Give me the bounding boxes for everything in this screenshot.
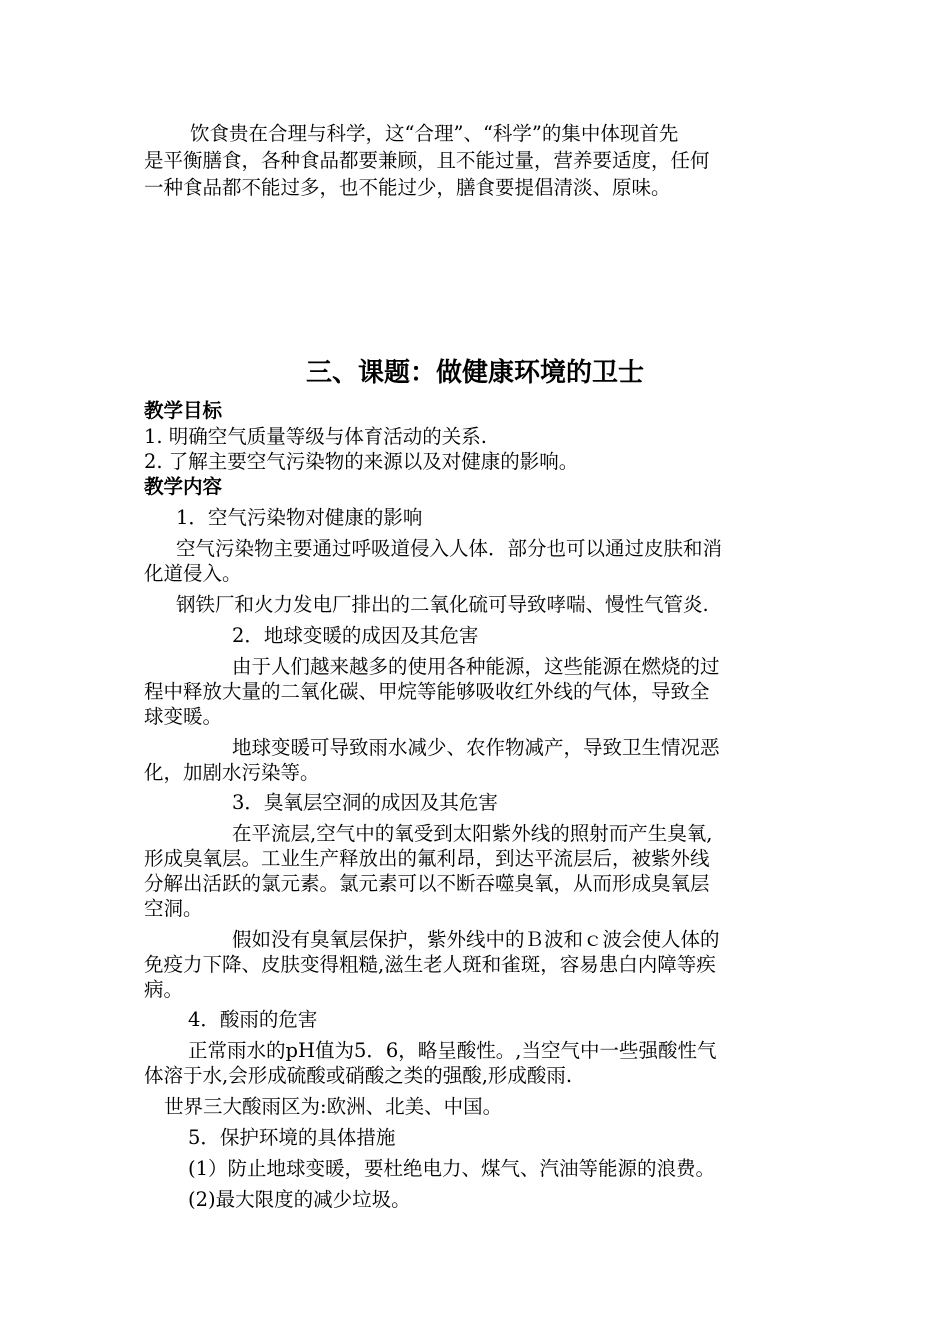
section-2-para-2-line-1: 地球变暖可导致雨水减少、农作物减产，导致卫生情况恶: [232, 736, 720, 759]
content-heading: 教学内容: [144, 475, 223, 498]
section-2-para-1-line-1: 由于人们越来越多的使用各种能源，这些能源在燃烧的过: [232, 655, 720, 678]
section-2-para-2-line-2: 化，加剧水污染等。: [144, 761, 320, 784]
objective-item-1: 1. 明确空气质量等级与体育活动的关系.: [144, 425, 488, 448]
intro-line-1: 饮食贵在合理与科学，这“合理”、“科学”的集中体现首先: [190, 122, 679, 145]
section-3-para-2-line-3: 病。: [144, 978, 184, 1001]
section-5-item-1: (1）防止地球变暖，要杜绝电力、煤气、汽油等能源的浪费。: [188, 1157, 716, 1180]
section-1-title: 1．空气污染物对健康的影响: [176, 506, 423, 529]
section-2-para-1-line-3: 球变暖。: [144, 705, 223, 728]
objective-item-2: 2. 了解主要空气污染物的来源以及对健康的影响。: [144, 450, 579, 473]
lesson-title: 三、课题：做健康环境的卫士: [305, 358, 644, 388]
section-4-para-1-line-1: 正常雨水的pH值为5．6，略呈酸性。,当空气中一些强酸性气: [188, 1039, 717, 1062]
section-3-para-1-line-4: 空洞。: [144, 897, 203, 920]
section-4-para-2: 世界三大酸雨区为:欧洲、北美、中国。: [164, 1095, 503, 1118]
intro-line-2: 是平衡膳食，各种食品都要兼顾，且不能过量，营养要适度，任何: [144, 149, 710, 172]
section-1-para-1-line-1: 空气污染物主要通过呼吸道侵入人体．部分也可以通过皮肤和消: [176, 537, 723, 560]
objectives-heading: 教学目标: [144, 399, 223, 422]
section-2-title: 2．地球变暖的成因及其危害: [232, 624, 479, 647]
section-1-para-1-line-2: 化道侵入。: [144, 562, 242, 585]
section-5-item-2: (2)最大限度的减少垃圾。: [188, 1188, 411, 1211]
section-5-title: 5．保护环境的具体措施: [188, 1126, 396, 1149]
section-3-title: 3．臭氧层空洞的成因及其危害: [232, 791, 498, 814]
section-2-para-1-line-2: 程中释放大量的二氧化碳、甲烷等能够吸收红外线的气体，导致全: [144, 680, 710, 703]
section-4-para-1-line-2: 体溶于水,会形成硫酸或硝酸之类的强酸,形成酸雨.: [144, 1064, 573, 1087]
section-4-title: 4．酸雨的危害: [188, 1008, 318, 1031]
section-3-para-1-line-1: 在平流层,空气中的氧受到太阳紫外线的照射而产生臭氧,: [232, 822, 713, 845]
section-1-para-2: 钢铁厂和火力发电厂排出的二氧化硫可导致哮喘、慢性气管炎.: [176, 593, 709, 616]
section-3-para-2-line-2: 免疫力下降、皮肤变得粗糙,滋生老人斑和雀斑，容易患白内障等疾: [144, 953, 716, 976]
section-3-para-1-line-2: 形成臭氧层。工业生产释放出的氟利昂，到达平流层后，被紫外线: [144, 847, 710, 870]
section-3-para-1-line-3: 分解出活跃的氯元素。氯元素可以不断吞噬臭氧，从而形成臭氧层: [144, 872, 710, 895]
section-3-para-2-line-1: 假如没有臭氧层保护，紫外线中的Ｂ波和ｃ波会使人体的: [232, 928, 720, 951]
intro-line-3: 一种食品都不能过多，也不能过少，膳食要提倡清淡、原味。: [144, 176, 671, 199]
